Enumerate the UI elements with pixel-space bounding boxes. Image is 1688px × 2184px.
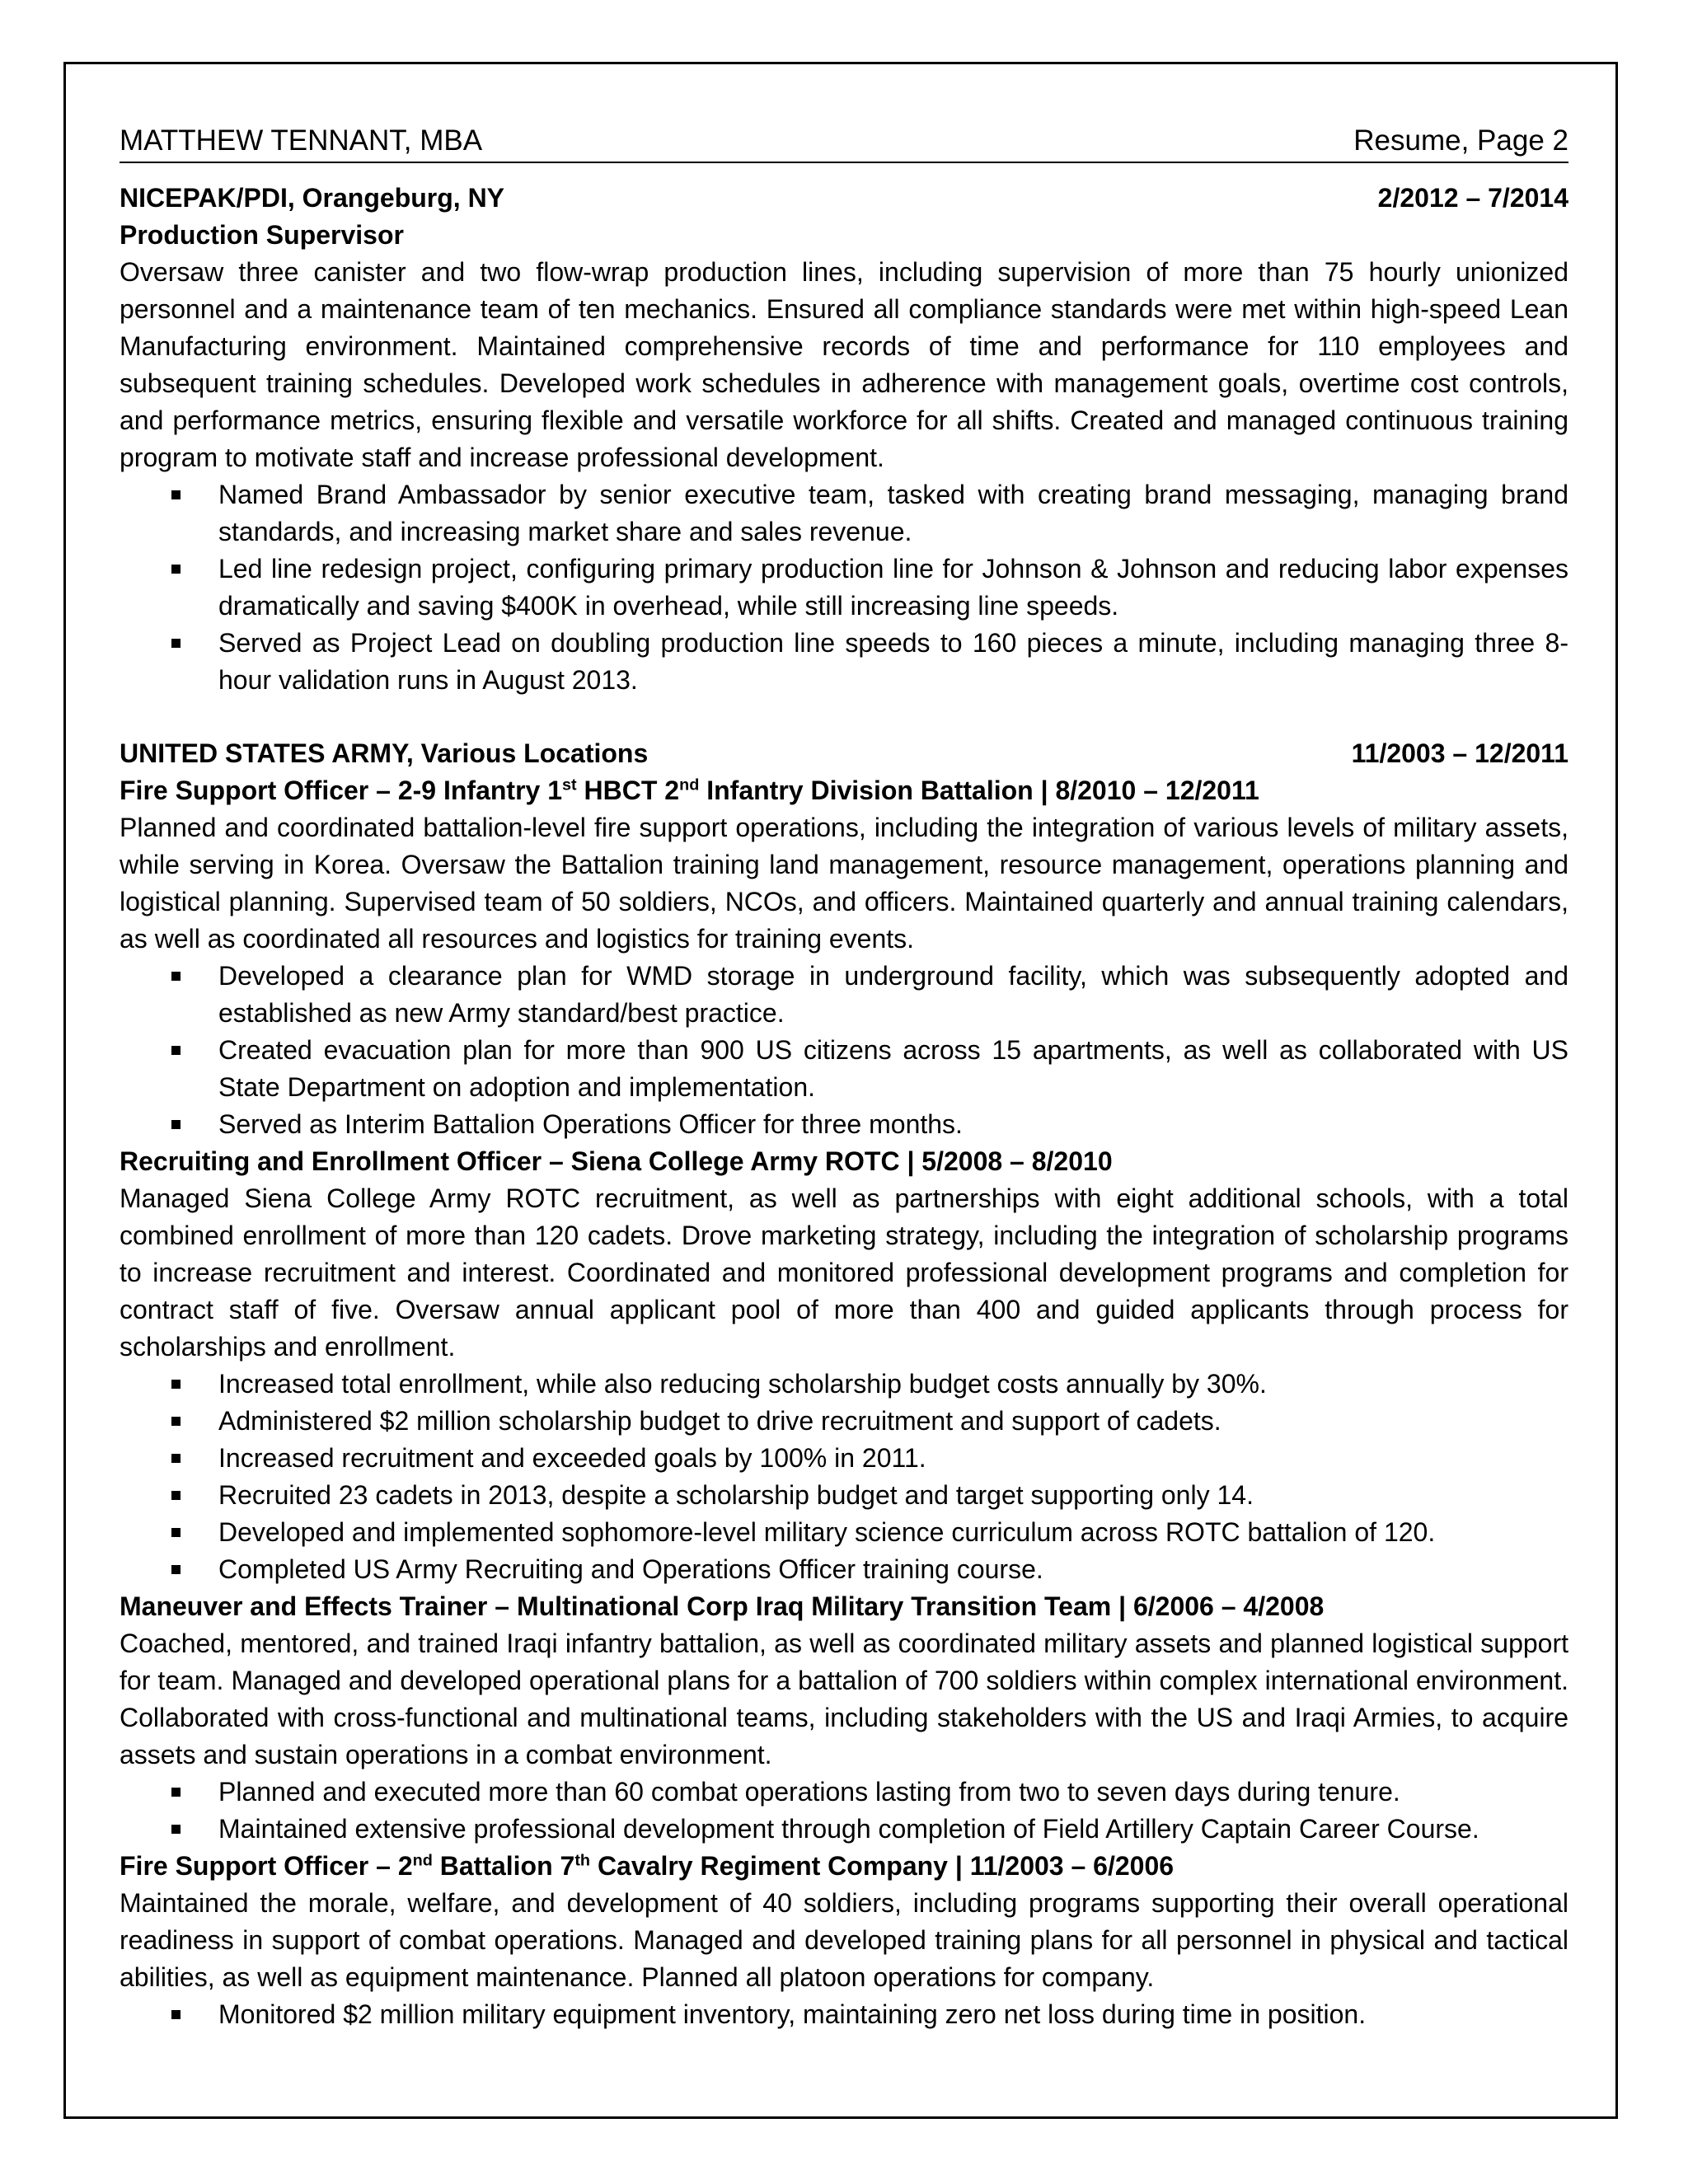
job-title: Production Supervisor: [120, 220, 404, 250]
role-description: Planned and coordinated battalion-level fire support operations, including the integration of various levels of military assets, while serving in Korea. Oversaw the Battalion training land management, resource management, operations planning and logistical planning. Supervised team of 50 soldiers, NCOs, and officers. Maintained quarterly and annual training calendars, as well as coordinated all resources and logistics for training events.: [120, 813, 1568, 954]
bullet-item: Named Brand Ambassador by senior executive team, tasked with creating brand messaging, managing brand standards, and increasing market share and sales revenue.: [120, 476, 1568, 551]
company-name: UNITED STATES ARMY, Various Locations: [120, 738, 649, 768]
bullet-item: Served as Project Lead on doubling production line speeds to 160 pieces a minute, including managing three 8-hour validation runs in August 2013.: [120, 625, 1568, 699]
role-title-part: Fire Support Officer – 2-9 Infantry 1: [120, 776, 562, 805]
role-title: [120, 772, 1568, 809]
role-title-part: Cavalry Regiment Company | 11/2003 – 6/2006: [590, 1851, 1175, 1881]
ordinal-suffix: nd: [412, 1851, 433, 1870]
army-heading: [120, 735, 1568, 772]
bullet-item: Recruited 23 cadets in 2013, despite a scholarship budget and target supporting only 14.: [120, 1477, 1568, 1514]
employment-dates: 2/2012 – 7/2014: [1377, 183, 1568, 213]
employment-dates: 11/2003 – 12/2011: [1351, 738, 1568, 768]
role3-bullets: [120, 1774, 1568, 1848]
role-title: Maneuver and Effects Trainer – Multinational Corp Iraq Military Transition Team | 6/2006 – 4/2008: [120, 1591, 1325, 1621]
company-name: NICEPAK/PDI, Orangeburg, NY: [120, 183, 505, 213]
ordinal-suffix: st: [562, 776, 577, 794]
bullet-item: Increased total enrollment, while also reducing scholarship budget costs annually by 30%.: [120, 1366, 1568, 1403]
bullet-item: Developed a clearance plan for WMD storage in underground facility, which was subsequently adopted and established as new Army standard/best practice.: [120, 958, 1568, 1032]
page-label: Resume, Page 2: [1353, 124, 1568, 157]
candidate-name: MATTHEW TENNANT, MBA: [120, 124, 483, 157]
bullet-item: Maintained extensive professional development through completion of Field Artillery Captain Career Course.: [120, 1811, 1568, 1848]
section-gap: [120, 699, 1568, 735]
role2-bullets: [120, 1366, 1568, 1588]
ordinal-suffix: th: [574, 1851, 591, 1870]
nicepak-bullets: [120, 476, 1568, 699]
bullet-item: Monitored $2 million military equipment inventory, maintaining zero net loss during time in position.: [120, 1996, 1568, 2033]
page-header: [120, 122, 1568, 163]
role-title-part: Battalion 7: [432, 1851, 575, 1881]
role-description: Managed Siena College Army ROTC recruitment, as well as partnerships with eight additional schools, with a total combined enrollment of more than 120 cadets. Drove marketing strategy, including the integration of scholarship programs to increase recruitment and interest. Coordinated and monitored professional development programs and completion for contract staff of five. Oversaw annual applicant pool of more than 400 and guided applicants through process for scholarships and enrollment.: [120, 1183, 1568, 1361]
bullet-item: Completed US Army Recruiting and Operations Officer training course.: [120, 1551, 1568, 1588]
role-title-part: Infantry Division Battalion | 8/2010 – 12/2011: [699, 776, 1259, 805]
role-title: Recruiting and Enrollment Officer – Siena College Army ROTC | 5/2008 – 8/2010: [120, 1146, 1113, 1176]
bullet-item: Served as Interim Battalion Operations Officer for three months.: [120, 1106, 1568, 1143]
role4-bullets: [120, 1996, 1568, 2033]
bullet-item: Developed and implemented sophomore-level military science curriculum across ROTC battalion of 120.: [120, 1514, 1568, 1551]
bullet-item: Created evacuation plan for more than 900 US citizens across 15 apartments, as well as collaborated with US State Department on adoption and implementation.: [120, 1032, 1568, 1106]
role-description: Maintained the morale, welfare, and development of 40 soldiers, including programs supporting their overall operational readiness in support of combat operations. Managed and developed training plans for all personnel in physical and tactical abilities, as well as equipment maintenance. Planned all platoon operations for company.: [120, 1888, 1568, 1992]
bullet-item: Led line redesign project, configuring primary production line for Johnson & Johnson and reducing labor expenses dramatically and saving $400K in overhead, while still increasing line speeds.: [120, 551, 1568, 625]
role-title: [120, 1848, 1568, 1885]
job-description: Oversaw three canister and two flow-wrap production lines, including supervision of more than 75 hourly unionized personnel and a maintenance team of ten mechanics. Ensured all compliance standards were met within high-speed Lean Manufacturing environment. Maintained comprehensive records of time and performance for 110 employees and subsequent training schedules. Developed work schedules in adherence with management goals, overtime cost controls, and performance metrics, ensuring flexible and versatile workforce for all shifts. Created and managed continuous training program to motivate staff and increase professional development.: [120, 257, 1568, 472]
resume-content: [120, 122, 1568, 2033]
role-title-part: HBCT 2: [576, 776, 680, 805]
role-description: Coached, mentored, and trained Iraqi infantry battalion, as well as coordinated military assets and planned logistical support for team. Managed and developed operational plans for a battalion of 700 soldiers within complex international environment. Collaborated with cross-functional and multinational teams, including stakeholders with the US and Iraqi Armies, to acquire assets and sustain operations in a combat environment.: [120, 1629, 1568, 1769]
bullet-item: Planned and executed more than 60 combat operations lasting from two to seven days during tenure.: [120, 1774, 1568, 1811]
role-title-part: Fire Support Officer – 2: [120, 1851, 413, 1881]
role1-bullets: [120, 958, 1568, 1143]
ordinal-suffix: nd: [679, 776, 700, 794]
bullet-item: Increased recruitment and exceeded goals by 100% in 2011.: [120, 1440, 1568, 1477]
nicepak-heading: [120, 180, 1568, 217]
bullet-item: Administered $2 million scholarship budget to drive recruitment and support of cadets.: [120, 1403, 1568, 1440]
